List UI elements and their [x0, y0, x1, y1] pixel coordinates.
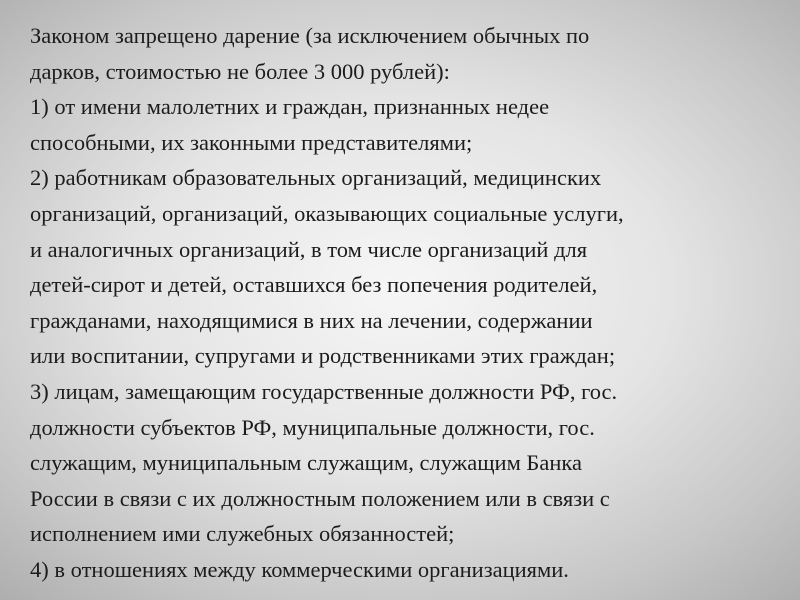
text-line: 3) лицам, замещающим государственные должности РФ, гос.: [30, 378, 618, 404]
text-line: служащим, муниципальным служащим, служащим Банка: [30, 450, 582, 476]
text-line: 4) в отношениях между коммерческими организациями.: [30, 556, 569, 582]
slide-text-block: [30, 18, 795, 588]
text-line: 1) от имени малолетних и граждан, признанных недее: [30, 94, 550, 120]
text-line: организаций, организаций, оказывающих социальные услуги,: [30, 200, 624, 226]
text-line: 2) работникам образовательных организаций, медицинских: [30, 165, 602, 191]
text-line: исполнением ими служебных обязанностей;: [30, 521, 455, 547]
text-line: или воспитании, супругами и родственниками этих граждан;: [30, 343, 616, 369]
text-line: дарков, стоимостью не более 3 000 рублей):: [30, 58, 450, 84]
text-line: Законом запрещено дарение (за исключением обычных по: [30, 23, 590, 48]
text-line: способными, их законными представителями;: [30, 129, 473, 155]
text-line: должности субъектов РФ, муниципальные должности, гос.: [30, 414, 595, 440]
text-line: России в связи с их должностным положением или в связи с: [30, 485, 610, 511]
text-line: детей-сирот и детей, оставшихся без попечения родителей,: [30, 272, 598, 298]
text-line: и аналогичных организаций, в том числе организаций для: [30, 236, 588, 262]
text-line: гражданами, находящимися в них на лечении, содержании: [30, 307, 593, 333]
